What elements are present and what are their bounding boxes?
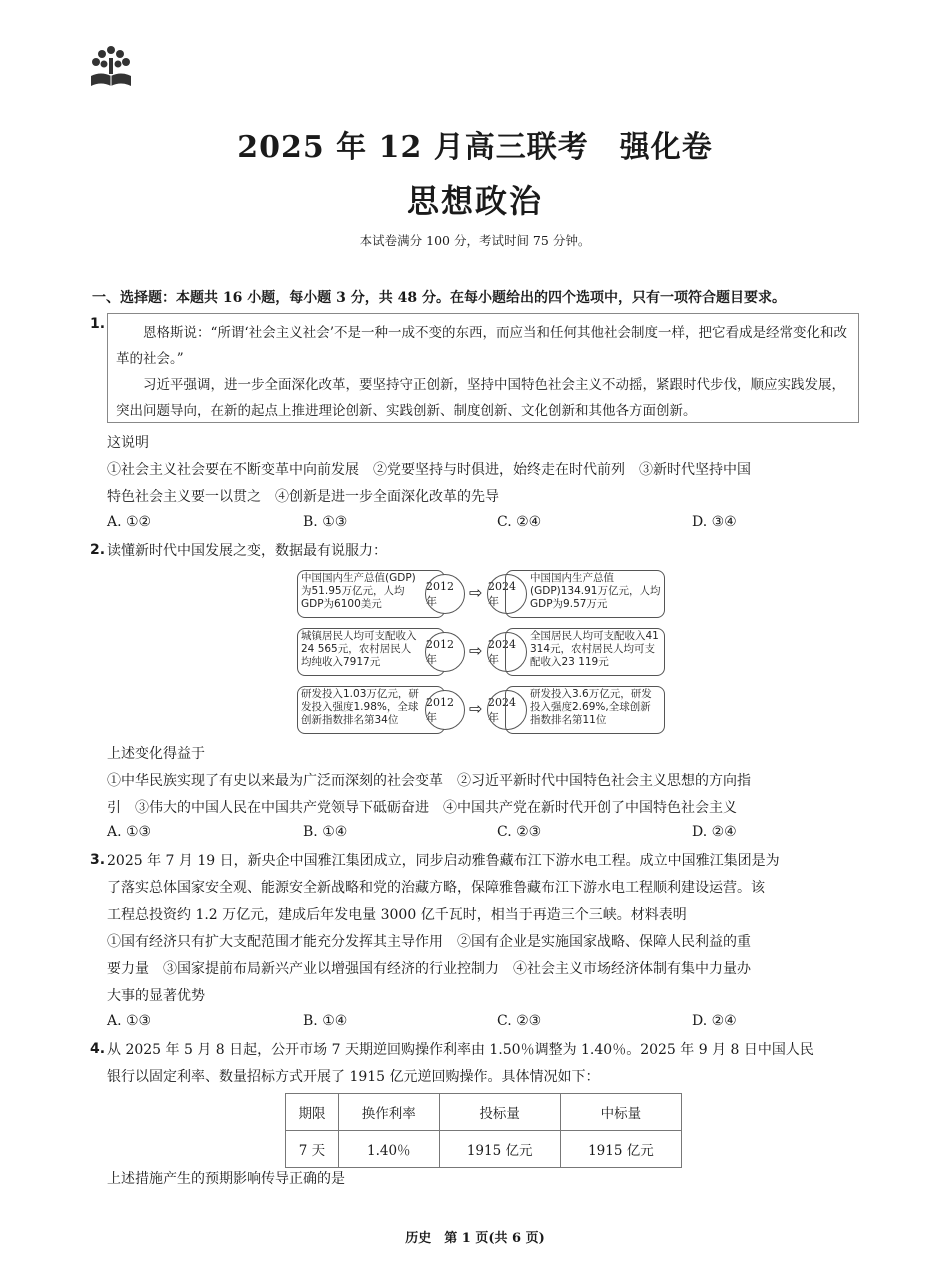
diagram-right-box-rnd: 研发投入3.6万亿元，研发投入强度2.69%,全球创新指数排名第11位 xyxy=(505,686,665,734)
q2-option-b[interactable]: B. ①④ xyxy=(303,824,348,840)
q4-after: 上述措施产生的预期影响传导正确的是 xyxy=(107,1171,345,1187)
diagram-right-box-gdp: 中国国内生产总值(GDP)134.91万亿元，人均GDP为9.57万元 xyxy=(505,570,665,618)
q2-number: 2. xyxy=(90,542,106,558)
q3-option-b[interactable]: B. ①④ xyxy=(303,1013,348,1029)
year-2012-badge: 2012年 xyxy=(425,690,465,730)
q1-material-p2: 习近平强调，进一步全面深化改革，要坚持守正创新，坚持中国特色社会主义不动摇，紧跟时代步伐，顺应实践发展，突出问题导向，在新的起点上推进理论创新、实践创新、制度创新、文化创新和其他各方面创新。 xyxy=(116,377,845,419)
tree-book-logo-icon xyxy=(88,44,134,90)
q3-option-a[interactable]: A. ①③ xyxy=(107,1013,152,1029)
section-heading: 一、选择题：本题共 16 小题，每小题 3 分，共 48 分。在每小题给出的四个选项中，只有一项符合题目要求。 xyxy=(92,290,786,306)
q2-option-a[interactable]: A. ①③ xyxy=(107,824,152,840)
table-cell: 7 天 xyxy=(286,1131,339,1168)
table-header-cell: 期限 xyxy=(286,1094,339,1131)
year-2024-badge: 2024年 xyxy=(487,690,527,730)
exam-title: 2025 年 12 月高三联考 强化卷 xyxy=(237,130,713,165)
q1-number: 1. xyxy=(90,316,106,332)
q2-items-line1: ①中华民族实现了有史以来最为广泛而深刻的社会变革 ②习近平新时代中国特色社会主义思想的方向指 xyxy=(107,773,751,789)
q1-option-b[interactable]: B. ①③ xyxy=(303,514,348,530)
subject-title: 思想政治 xyxy=(406,182,543,220)
q2-after: 上述变化得益于 xyxy=(107,746,205,762)
diagram-right-box-income: 全国居民人均可支配收入41 314元，农村居民人均可支配收入23 119元 xyxy=(505,628,665,676)
q1-option-d[interactable]: D. ③④ xyxy=(692,514,737,530)
q1-material-box xyxy=(107,313,859,423)
q3-items-line1: ①国有经济只有扩大支配范围才能充分发挥其主导作用 ②国有企业是实施国家战略、保障人民利益的重 xyxy=(107,934,751,950)
q3-items-line3: 大事的显著优势 xyxy=(107,988,205,1004)
q3-line2: 了落实总体国家安全观、能源安全新战略和党的治藏方略，保障雅鲁藏布江下游水电工程顺利建设运营。该 xyxy=(107,880,765,896)
q2-option-c[interactable]: C. ②③ xyxy=(497,824,542,840)
table-cell: 1.40％ xyxy=(338,1131,439,1168)
year-2012-badge: 2012年 xyxy=(425,574,465,614)
table-header-row xyxy=(286,1094,682,1131)
q1-material-p1: 恩格斯说：“所谓‘社会主义社会’不是一种一成不变的东西，而应当和任何其他社会制度一样，把它看成是经常变化和改革的社会。” xyxy=(116,325,847,367)
q2-stem: 读懂新时代中国发展之变，数据最有说服力： xyxy=(107,543,387,559)
arrow-right-icon: ⇨ xyxy=(469,641,483,660)
exam-note: 本试卷满分 100 分，考试时间 75 分钟。 xyxy=(359,233,591,248)
q1-option-a[interactable]: A. ①② xyxy=(107,514,152,530)
q2-items-line2: 引 ③伟大的中国人民在中国共产党领导下砥砺奋进 ④中国共产党在新时代开创了中国特色社会主义 xyxy=(107,800,737,816)
q3-option-d[interactable]: D. ②④ xyxy=(692,1013,737,1029)
q2-option-d[interactable]: D. ②④ xyxy=(692,824,737,840)
arrow-right-icon: ⇨ xyxy=(469,699,483,718)
q4-line1: 从 2025 年 5 月 8 日起，公开市场 7 天期逆回购操作利率由 1.50％调整为 1.40％。2025 年 9 月 8 日中国人民 xyxy=(107,1042,814,1058)
q4-number: 4. xyxy=(90,1041,106,1057)
diagram-left-box-rnd: 研发投入1.03万亿元，研发投入强度1.98%，全球创新指数排名第34位 xyxy=(297,686,445,734)
q3-items-line2: 要力量 ③国家提前布局新兴产业以增强国有经济的行业控制力 ④社会主义市场经济体制有集中力量办 xyxy=(107,961,751,977)
development-diagram xyxy=(297,570,669,736)
q1-option-c[interactable]: C. ②④ xyxy=(497,514,542,530)
q3-option-c[interactable]: C. ②③ xyxy=(497,1013,542,1029)
table-cell: 1915 亿元 xyxy=(439,1131,560,1168)
q3-line1: 2025 年 7 月 19 日，新央企中国雅江集团成立，同步启动雅鲁藏布江下游水电工程。成立中国雅江集团是为 xyxy=(107,853,780,869)
year-2024-badge: 2024年 xyxy=(487,632,527,672)
page-footer: 历史 第 1 页(共 6 页) xyxy=(405,1231,545,1246)
q1-items-line1: ①社会主义社会要在不断变革中向前发展 ②党要坚持与时俱进，始终走在时代前列 ③新时代坚持中国 xyxy=(107,462,751,478)
table-cell: 1915 亿元 xyxy=(560,1131,681,1168)
q3-line3: 工程总投资约 1.2 万亿元，建成后年发电量 3000 亿千瓦时，相当于再造三个三峡。材料表明 xyxy=(107,907,687,923)
diagram-left-box-income: 城镇居民人均可支配收入24 565元，农村居民人均纯收入7917元 xyxy=(297,628,445,676)
q1-stem: 这说明 xyxy=(107,435,149,451)
table-row xyxy=(286,1131,682,1168)
q3-number: 3. xyxy=(90,852,106,868)
arrow-right-icon: ⇨ xyxy=(469,583,483,602)
table-header-cell: 换作利率 xyxy=(338,1094,439,1131)
diagram-left-box-gdp: 中国国内生产总值(GDP)为51.95万亿元，人均GDP为6100美元 xyxy=(297,570,445,618)
table-header-cell: 中标量 xyxy=(560,1094,681,1131)
table-header-cell: 投标量 xyxy=(439,1094,560,1131)
year-2024-badge: 2024年 xyxy=(487,574,527,614)
q4-line2: 银行以固定利率、数量招标方式开展了 1915 亿元逆回购操作。具体情况如下： xyxy=(107,1069,600,1085)
year-2012-badge: 2012年 xyxy=(425,632,465,672)
repo-rate-table xyxy=(285,1093,682,1168)
q1-items-line2: 特色社会主义要一以贯之 ④创新是进一步全面深化改革的先导 xyxy=(107,489,499,505)
